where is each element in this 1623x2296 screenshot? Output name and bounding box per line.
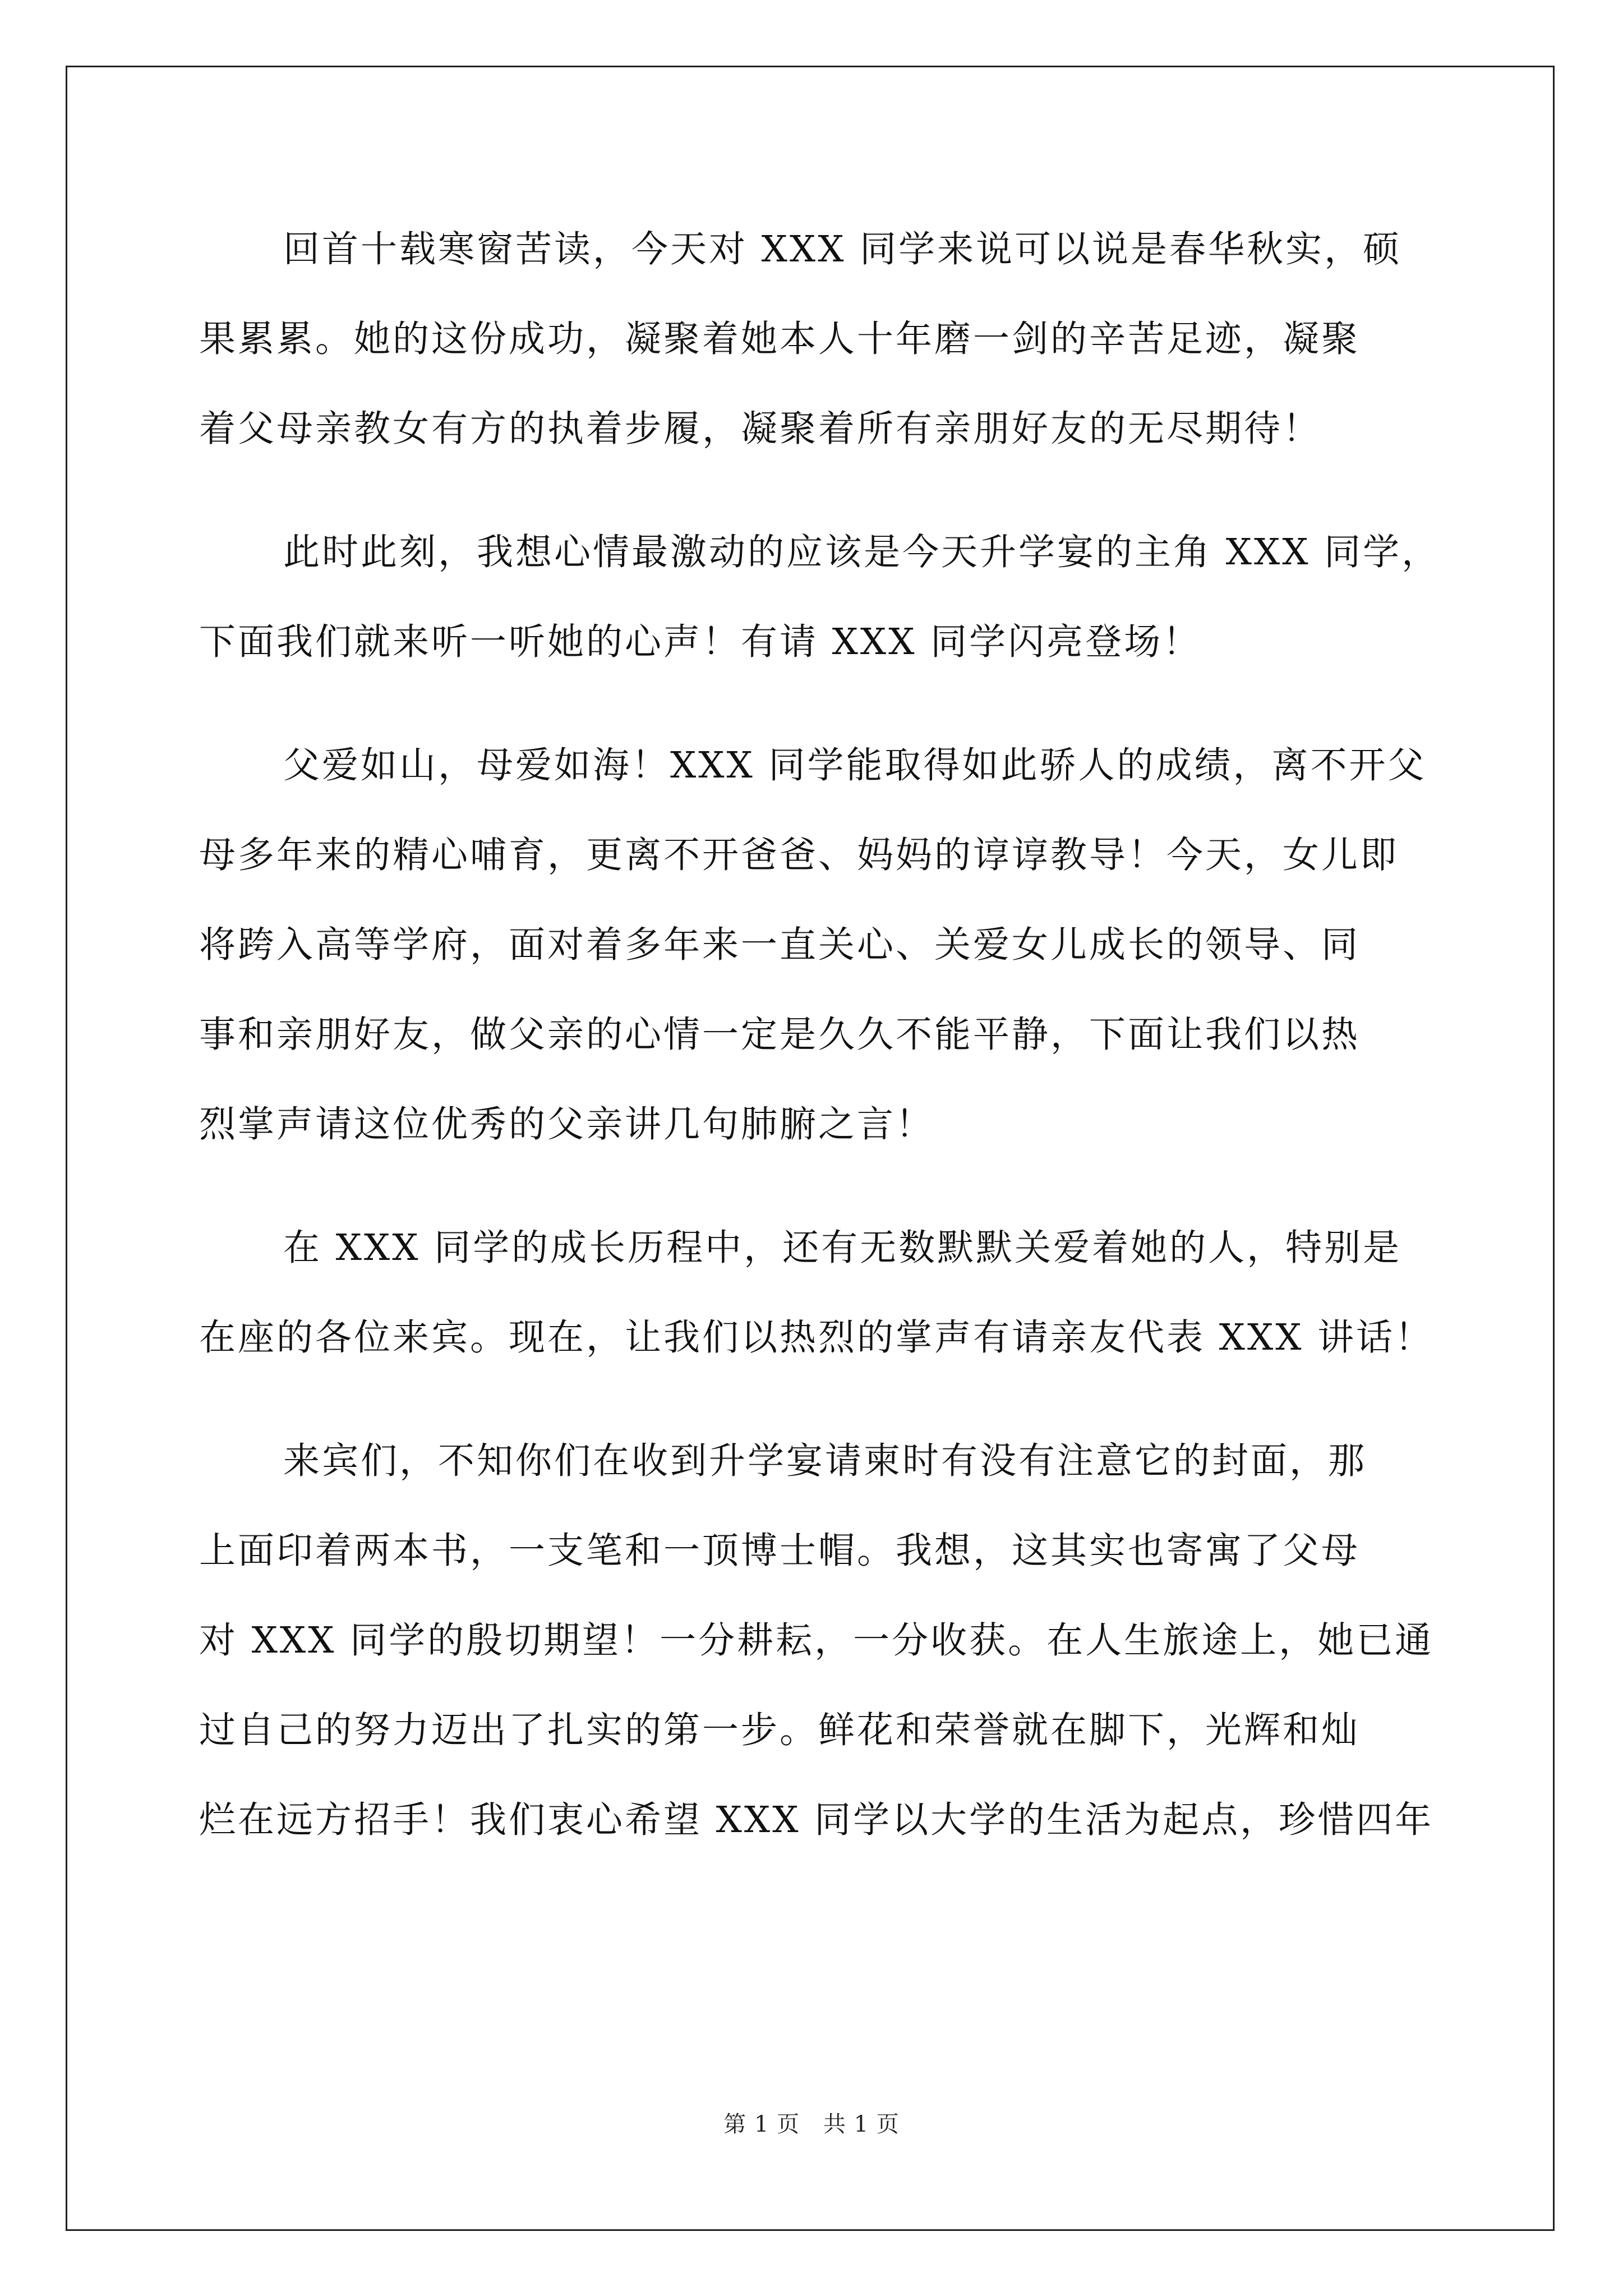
text-line: 此时此刻，我想心情最激动的应该是今天升学宴的主角 XXX 同学， (283, 531, 1441, 573)
document-body (199, 205, 1441, 1865)
text-line: 果累累。她的这份成功，凝聚着她本人十年磨一剑的辛苦足迹，凝聚 (199, 318, 1361, 360)
text-line: 在 XXX 同学的成长历程中，还有无数默默关爱着她的人，特别是 (283, 1227, 1402, 1269)
text-line: 事和亲朋好友，做父亲的心情一定是久久不能平静，下面让我们以热 (199, 1014, 1361, 1056)
text-line: 来宾们，不知你们在收到升学宴请柬时有没有注意它的封面，那 (283, 1440, 1367, 1482)
page-count: 共 1 页 (823, 2111, 900, 2137)
page-number: 第 1 页 (723, 2111, 800, 2137)
paragraph (199, 1203, 1434, 1383)
text-line: 对 XXX 同学的殷切期望！一分耕耘，一分收获。在人生旅途上，她已通 (199, 1619, 1434, 1662)
text-line: 过自己的努力迈出了扎实的第一步。鲜花和荣誉就在脚下，光辉和灿 (199, 1709, 1361, 1751)
paragraph (199, 205, 1427, 474)
paragraph (199, 508, 1441, 687)
page-footer (0, 2106, 1623, 2138)
text-line: 烈掌声请这位优秀的父亲讲几句肺腑之言！ (199, 1103, 935, 1145)
text-line: 下面我们就来听一听她的心声！有请 XXX 同学闪亮登场！ (199, 621, 1202, 663)
paragraph (199, 1416, 1434, 1865)
text-line: 在座的各位来宾。现在，让我们以热烈的掌声有请亲友代表 XXX 讲话！ (199, 1317, 1434, 1359)
text-line: 将跨入高等学府，面对着多年来一直关心、关爱女儿成长的领导、同 (199, 924, 1361, 966)
text-line: 上面印着两本书，一支笔和一顶博士帽。我想，这其实也寄寓了父母 (199, 1530, 1361, 1572)
paragraph (199, 721, 1427, 1170)
text-line: 烂在远方招手！我们衷心希望 XXX 同学以大学的生活为起点，珍惜四年 (199, 1799, 1434, 1841)
text-line: 母多年来的精心哺育，更离不开爸爸、妈妈的谆谆教导！今天，女儿即 (199, 834, 1399, 876)
text-line: 着父母亲教女有方的执着步履，凝聚着所有亲朋好友的无尽期待！ (199, 408, 1322, 450)
text-line: 父爱如山，母爱如海！XXX 同学能取得如此骄人的成绩，离不开父 (283, 744, 1427, 786)
text-line: 回首十载寒窗苦读，今天对 XXX 同学来说可以说是春华秋实，硕 (283, 228, 1402, 270)
